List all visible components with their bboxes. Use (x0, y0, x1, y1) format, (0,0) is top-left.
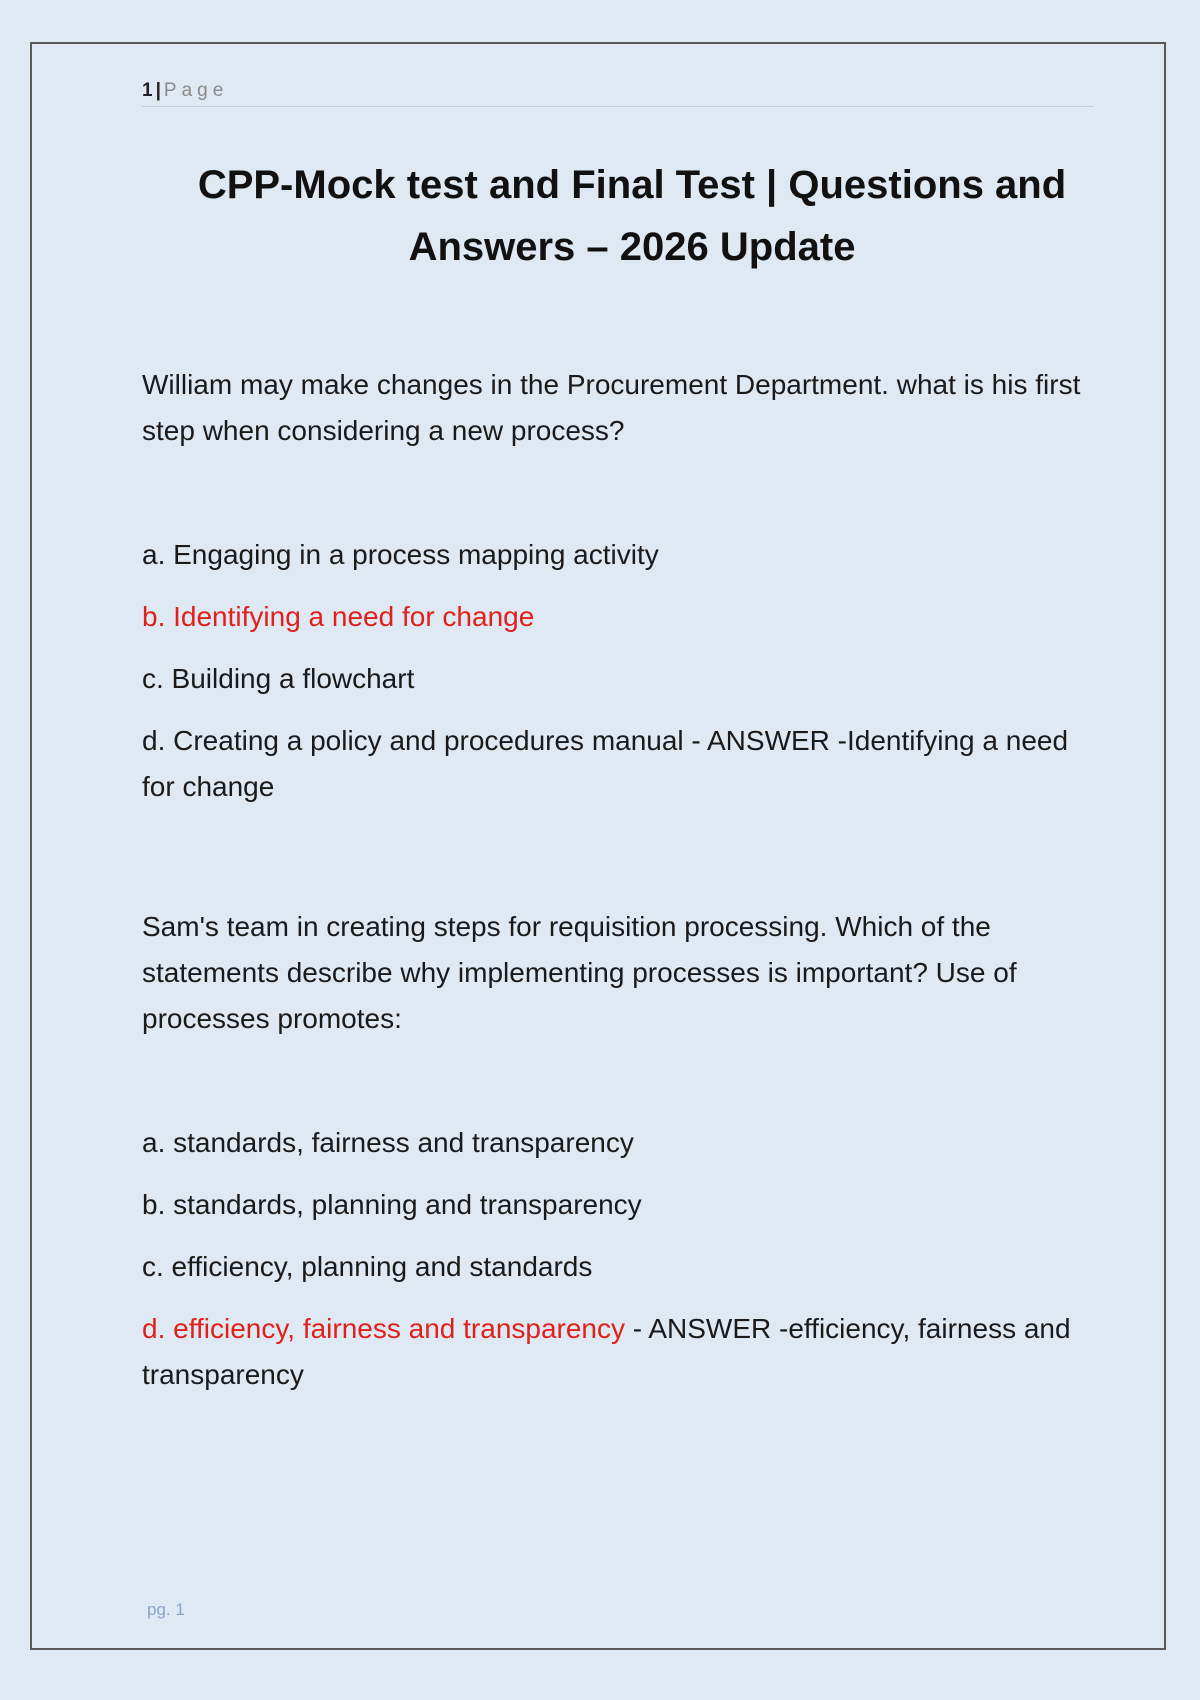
option-b-correct: b. Identifying a need for change (142, 601, 535, 632)
option-c: c. efficiency, planning and standards (142, 1251, 593, 1282)
question-text: William may make changes in the Procurement Department. what is his first step when considering a new process? (142, 369, 1081, 446)
question-block (142, 362, 1102, 810)
option-b: b. standards, planning and transparency (142, 1189, 642, 1220)
document-body (142, 362, 1102, 1414)
option-d-correct: d. efficiency, fairness and transparency (142, 1313, 625, 1344)
header-page-number: 1 (142, 80, 153, 101)
document-title (112, 154, 1152, 278)
option-a: a. standards, fairness and transparency (142, 1127, 634, 1158)
question-text: Sam's team in creating steps for requisition processing. Which of the statements describe why implementing processes is important? Use of processes promotes: (142, 911, 1017, 1034)
question-block (142, 904, 1102, 1398)
header-separator: | (155, 80, 161, 101)
page-footer: pg. 1 (147, 1600, 185, 1619)
option-d-with-answer (142, 1306, 1102, 1398)
answer-text: - ANSWER -efficiency, fairness and transparency (142, 1313, 1071, 1390)
option-c: c. Building a flowchart (142, 663, 415, 694)
header-page-label: Page (163, 80, 229, 101)
option-a: a. Engaging in a process mapping activity (142, 539, 659, 570)
option-d-with-answer: d. Creating a policy and procedures manual - ANSWER -Identifying a need for change (142, 725, 1069, 802)
document-page (30, 42, 1166, 1650)
page-header (142, 80, 1094, 107)
title-line-2: Answers – 2026 Update (408, 225, 856, 269)
title-line-1: CPP-Mock test and Final Test | Questions and (197, 163, 1067, 207)
